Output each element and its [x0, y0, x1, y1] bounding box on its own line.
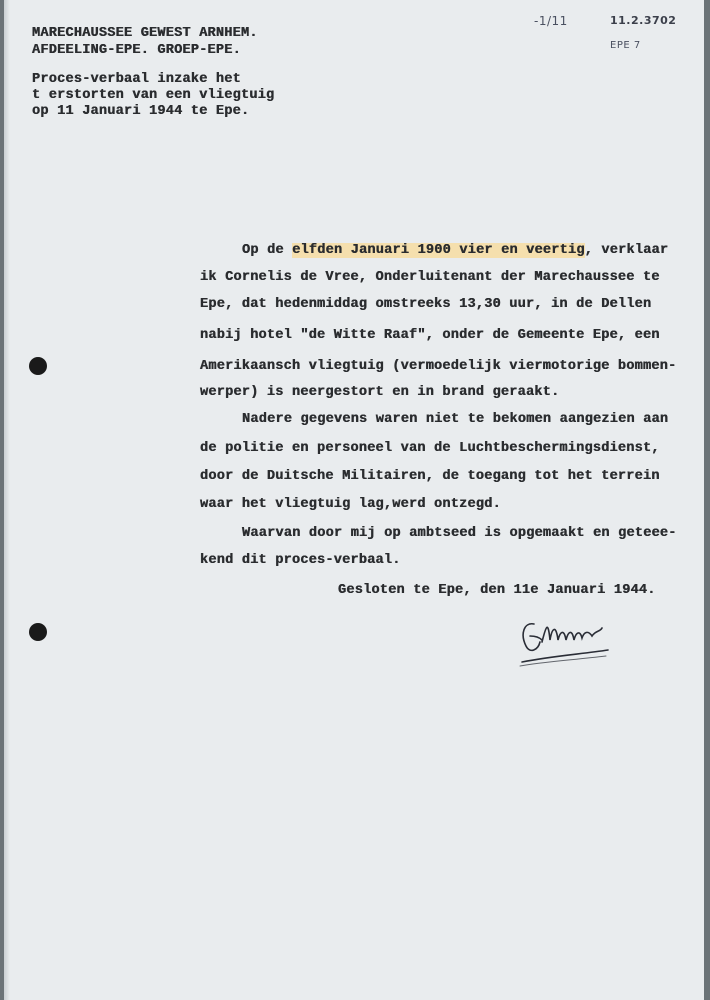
- body-p2-line-3: door de Duitsche Militairen, de toegang tot het terrein: [200, 469, 660, 484]
- body-p1-line-1: [242, 243, 668, 258]
- body-p1-line-4: nabij hotel "de Witte Raaf", onder de Gemeente Epe, een: [200, 328, 660, 343]
- body-text: Op de: [242, 243, 293, 258]
- margin-note-page: -1/11: [534, 14, 568, 28]
- punch-hole: [29, 623, 47, 641]
- body-p2-line-4: waar het vliegtuig lag,werd ontzegd.: [200, 497, 501, 512]
- archive-number: 11.2.3702: [610, 14, 677, 27]
- body-p1-line-5: Amerikaansch vliegtuig (vermoedelijk viermotorige bommen-: [200, 359, 677, 374]
- closing-line: Gesloten te Epe, den 11e Januari 1944.: [338, 583, 656, 598]
- subject-line-3: op 11 Januari 1944 te Epe.: [32, 104, 250, 119]
- document-page: [4, 0, 704, 1000]
- subject-line-2: t erstorten van een vliegtuig: [32, 88, 275, 103]
- body-p1-line-6: werper) is neergestort en in brand geraakt.: [200, 385, 560, 400]
- body-p2-line-1: Nadere gegevens waren niet te bekomen aangezien aan: [242, 412, 669, 427]
- body-p1-line-3: Epe, dat hedenmiddag omstreeks 13,30 uur, in de Dellen: [200, 297, 652, 312]
- punch-hole: [29, 357, 47, 375]
- body-p2-line-2: de politie en personeel van de Luchtbeschermingsdienst,: [200, 441, 660, 456]
- header-line-1: MARECHAUSSEE GEWEST ARNHEM.: [32, 26, 258, 41]
- page-edge-shadow: [4, 0, 10, 1000]
- highlighted-date: elfden Januari 1900 vier en veertig: [292, 243, 585, 258]
- header-line-2: AFDEELING-EPE. GROEP-EPE.: [32, 43, 241, 58]
- subject-line-1: Proces-verbaal inzake het: [32, 72, 241, 87]
- signature: [512, 610, 618, 674]
- body-p3-line-1: Waarvan door mij op ambtseed is opgemaakt en geteee-: [242, 526, 677, 541]
- body-text: , verklaar: [584, 243, 669, 258]
- body-p1-line-2: ik Cornelis de Vree, Onderluitenant der Marechaussee te: [200, 270, 660, 285]
- body-p3-line-2: kend dit proces-verbaal.: [200, 553, 401, 568]
- archive-code: EPE 7: [610, 40, 641, 51]
